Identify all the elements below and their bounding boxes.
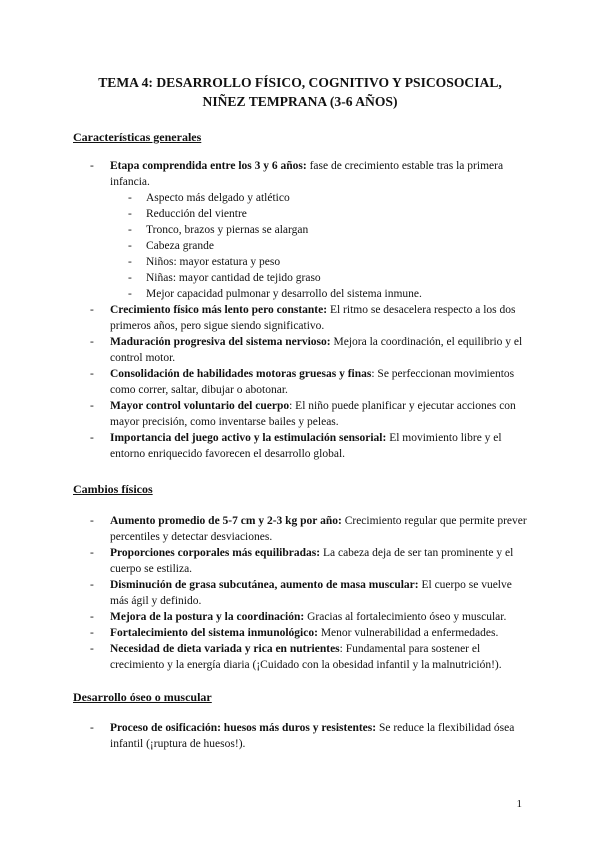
title-line-2: NIÑEZ TEMPRANA (3-6 AÑOS) bbox=[202, 94, 398, 109]
item-bold: Mayor control voluntario del cuerpo bbox=[110, 400, 290, 412]
item-text: La cabeza deja de ser tan prominente y el cuerpo se estiliza. bbox=[110, 547, 514, 575]
item-text: Mejora la coordinación, el equilibrio y el control motor. bbox=[110, 336, 523, 364]
item-text: Crecimiento regular que permite prever percentiles y detectar desviaciones. bbox=[110, 515, 527, 543]
sublist-item: - Niños: mayor estatura y peso bbox=[110, 254, 528, 270]
sublist-aspecto bbox=[110, 190, 528, 302]
item-text: : Se perfeccionan movimientos como correr, saltar, dibujar o abotonar. bbox=[110, 368, 515, 396]
list-cambios bbox=[0, 513, 528, 673]
sublist-item: - Aspecto más delgado y atlético bbox=[110, 190, 528, 206]
page-number: 1 bbox=[516, 798, 522, 810]
item-text: Se reduce la flexibilidad ósea infantil (¡ruptura de huesos!). bbox=[110, 722, 515, 750]
list-item bbox=[0, 398, 528, 430]
item-bold: Proporciones corporales más equilibradas: bbox=[110, 547, 321, 559]
sublist-item: - Reducción del vientre bbox=[110, 206, 528, 222]
list-item bbox=[0, 430, 528, 462]
item-bold: Mejora de la postura y la coordinación: bbox=[110, 611, 305, 623]
item-bold: Maduración progresiva del sistema nervioso: bbox=[110, 336, 331, 348]
item-text: El movimiento libre y el entorno enriquecido favorecen el desarrollo global. bbox=[110, 432, 502, 460]
sublist-item: - Tronco, brazos y piernas se alargan bbox=[110, 222, 528, 238]
list-item bbox=[0, 366, 528, 398]
document-title bbox=[0, 73, 600, 111]
list-item bbox=[0, 158, 528, 302]
sublist-item: - Niñas: mayor cantidad de tejido graso bbox=[110, 270, 528, 286]
item-bold: Disminución de grasa subcutánea, aumento de masa muscular: bbox=[110, 579, 419, 591]
item-bold: Aumento promedio de 5-7 cm y 2-3 kg por año: bbox=[110, 515, 342, 527]
sublist-item: - Cabeza grande bbox=[110, 238, 528, 254]
list-caracteristicas bbox=[0, 158, 528, 462]
item-bold: Consolidación de habilidades motoras gruesas y finas bbox=[110, 368, 372, 380]
list-item bbox=[0, 720, 528, 752]
item-bold: Importancia del juego activo y la estimulación sensorial: bbox=[110, 432, 387, 444]
list-desarrollo-oseo bbox=[0, 720, 528, 752]
item-text: : Fundamental para sostener el crecimiento y la energía diaria (¡Cuidado con la obesidad infantil y la malnutrición!). bbox=[110, 643, 502, 671]
section-heading-cambios: Cambios físicos bbox=[73, 482, 153, 496]
list-item bbox=[0, 641, 528, 673]
item-bold: Etapa comprendida entre los 3 y 6 años: bbox=[110, 160, 307, 172]
item-bold: Proceso de osificación: huesos más duros y resistentes: bbox=[110, 722, 377, 734]
section-heading-caracteristicas: Características generales bbox=[73, 130, 202, 144]
list-item bbox=[0, 545, 528, 577]
item-text: El ritmo se desacelera respecto a los dos primeros años, pero sigue siendo significativo. bbox=[110, 304, 516, 332]
item-text: : El niño puede planificar y ejecutar acciones con mayor precisión, como inventarse bailes y peleas. bbox=[110, 400, 516, 428]
list-item bbox=[0, 513, 528, 545]
title-line-1: TEMA 4: DESARROLLO FÍSICO, COGNITIVO Y PSICOSOCIAL, bbox=[98, 75, 502, 90]
item-text: El cuerpo se vuelve más ágil y definido. bbox=[110, 579, 512, 607]
item-text: Gracias al fortalecimiento óseo y muscular. bbox=[304, 611, 507, 623]
sublist-item: - Mejor capacidad pulmonar y desarrollo del sistema inmune. bbox=[110, 286, 528, 302]
section-heading-desarrollo-oseo: Desarrollo óseo o muscular bbox=[73, 690, 212, 704]
item-bold: Necesidad de dieta variada y rica en nutrientes bbox=[110, 643, 340, 655]
item-text: Menor vulnerabilidad a enfermedades. bbox=[317, 627, 499, 639]
item-bold: Fortalecimiento del sistema inmunológico: bbox=[110, 627, 318, 639]
list-item bbox=[0, 625, 528, 641]
list-item bbox=[0, 302, 528, 334]
list-item bbox=[0, 334, 528, 366]
list-item bbox=[0, 609, 528, 625]
item-bold: Crecimiento físico más lento pero constante: bbox=[110, 304, 328, 316]
item-text: fase de crecimiento estable tras la primera infancia. bbox=[110, 160, 504, 188]
list-item bbox=[0, 577, 528, 609]
